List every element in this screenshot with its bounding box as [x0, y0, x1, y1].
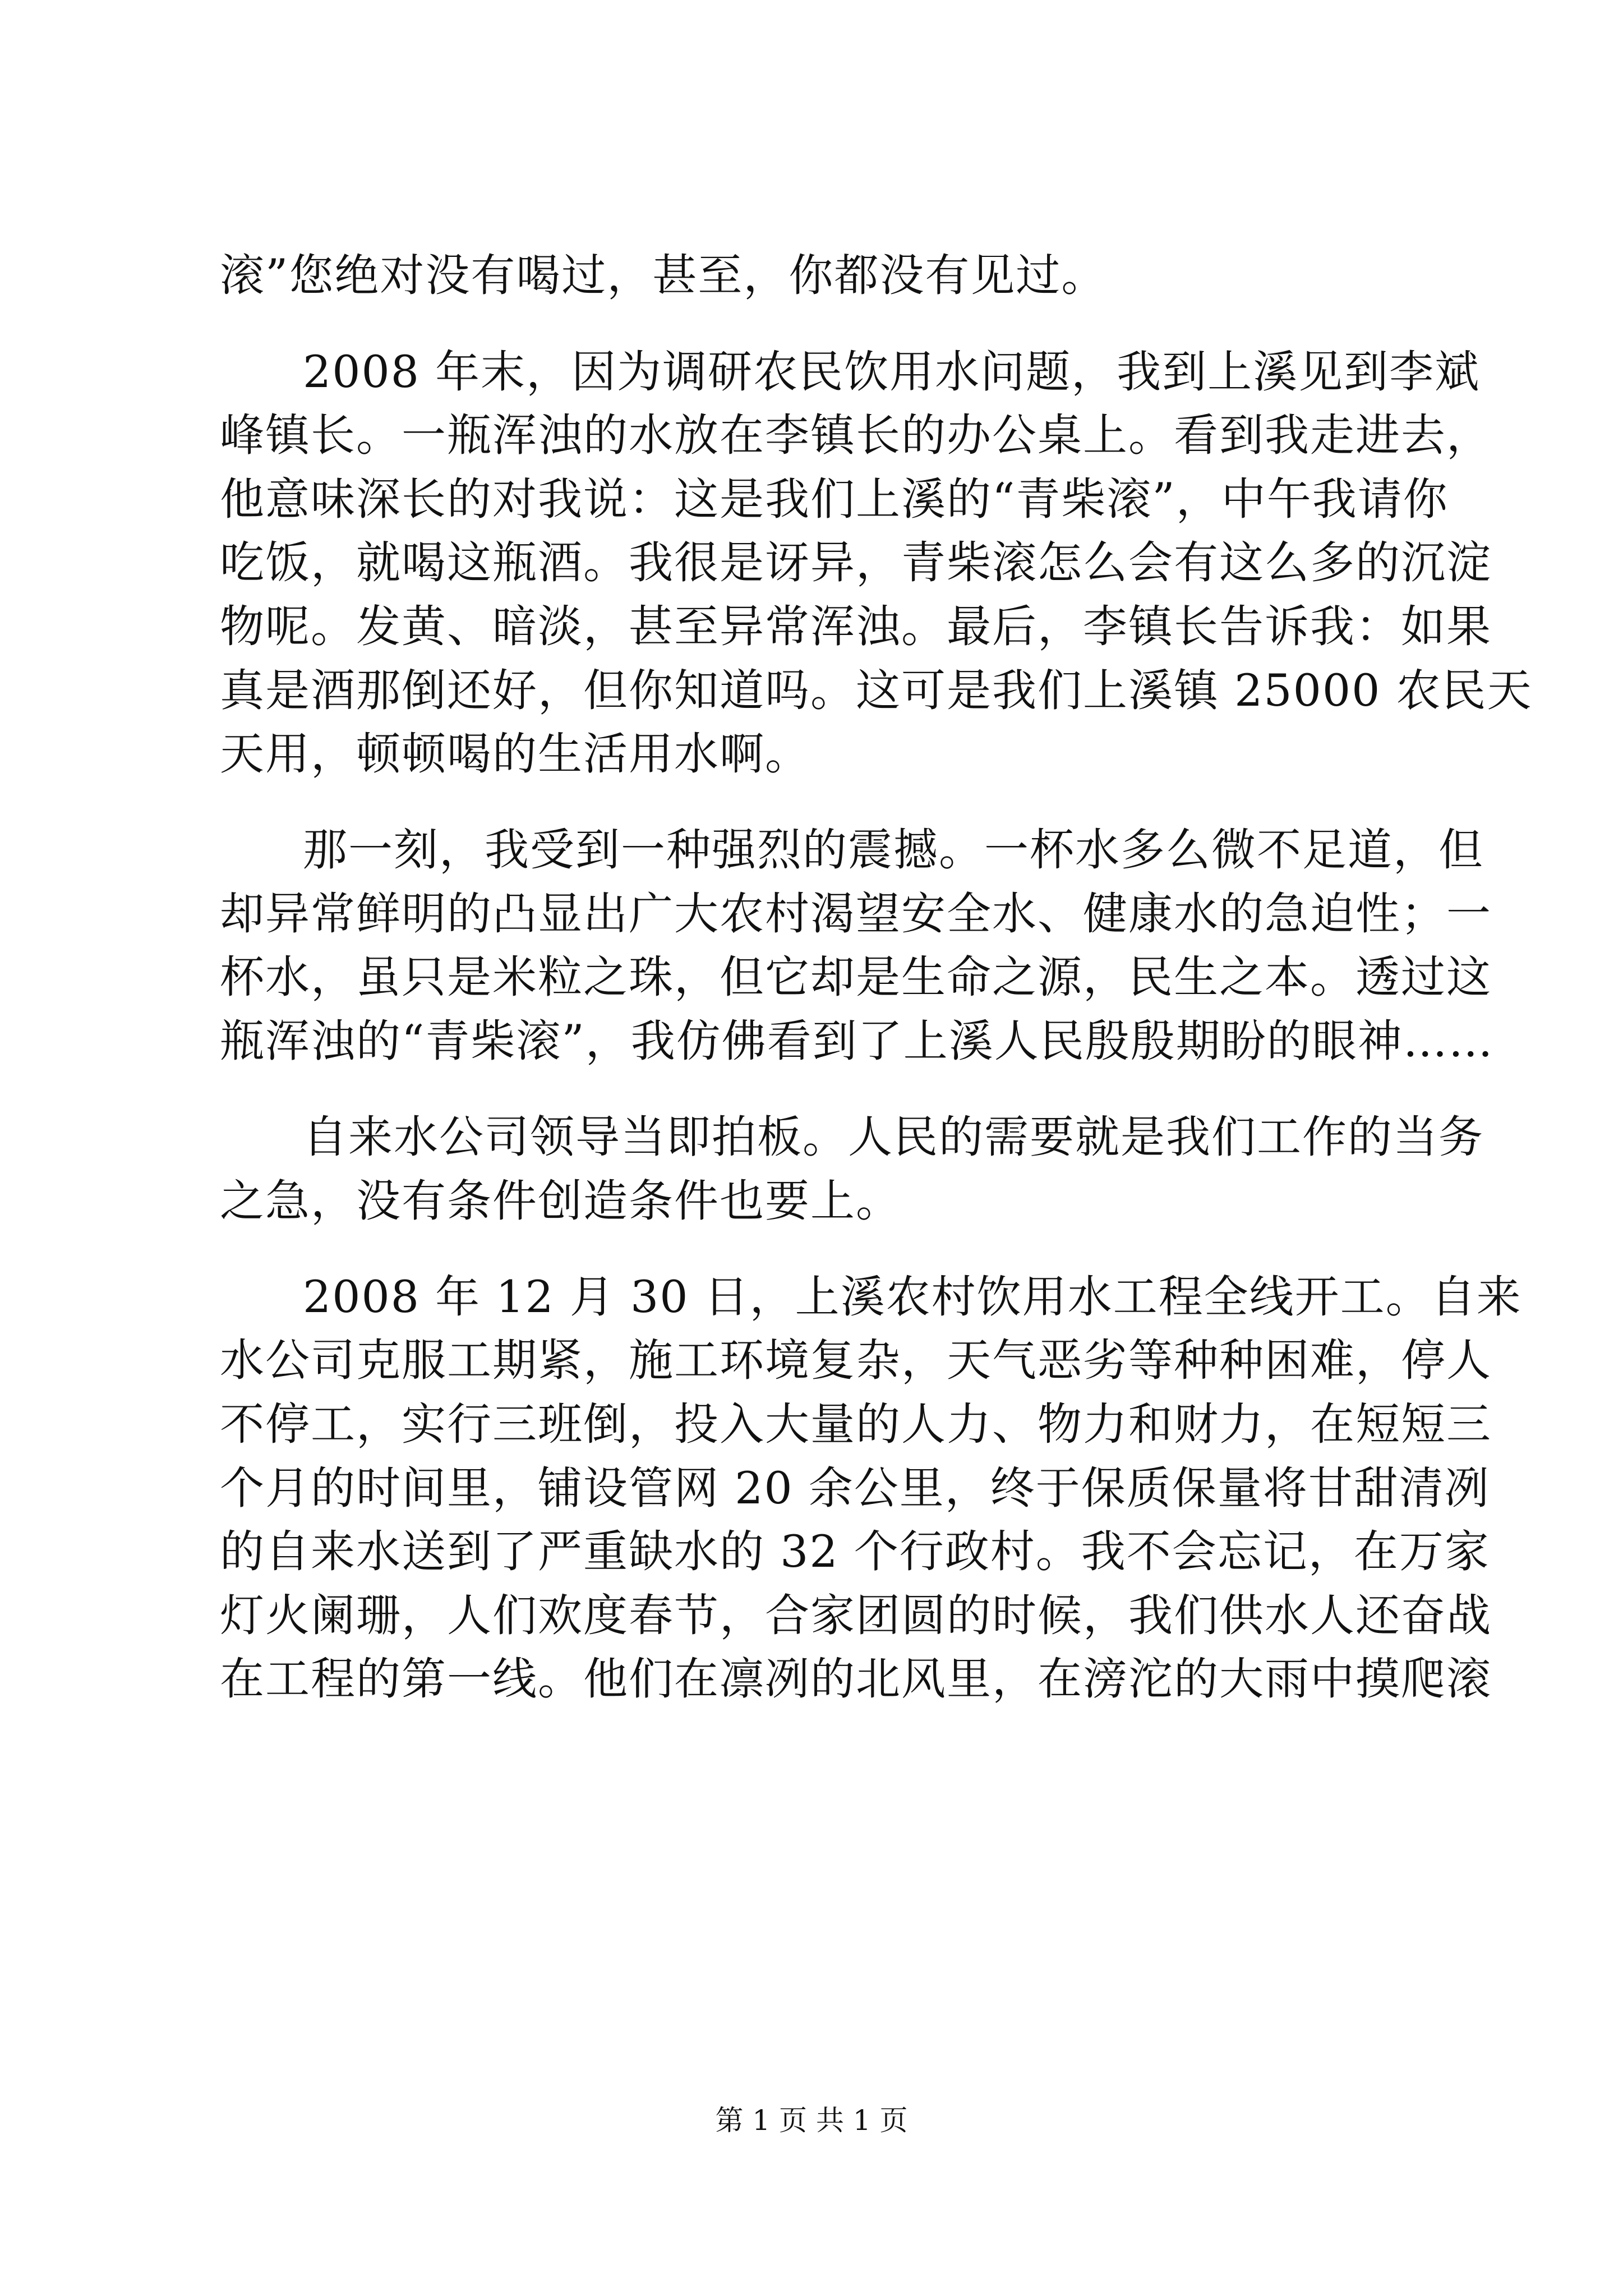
text-line: 的自来水送到了严重缺水的 32 个行政村。我不会忘记，在万家 [220, 1526, 1490, 1577]
text-line: 吃饭，就喝这瓶酒。我很是讶异，青柴滚怎么会有这么多的沉淀 [220, 537, 1492, 588]
text-line: 滚”您绝对没有喝过，甚至，你都没有见过。 [220, 250, 1107, 301]
text-line: 天用，顿顿喝的生活用水啊。 [220, 728, 810, 780]
text-line: 水公司克服工期紧，施工环境复杂，天气恶劣等种种困难，停人 [220, 1335, 1492, 1386]
text-line: 2008 年末，因为调研农民饮用水问题，我到上溪见到李斌 [303, 346, 1481, 398]
text-line: 那一刻，我受到一种强烈的震撼。一杯水多么微不足道，但 [303, 824, 1484, 876]
text-line: 个月的时间里，铺设管网 20 余公里，终于保质保量将甘甜清冽 [220, 1462, 1490, 1514]
text-line: 瓶浑浊的“青柴滚”，我仿佛看到了上溪人民殷殷期盼的眼神…… [220, 1015, 1494, 1067]
text-line: 在工程的第一线。他们在凛冽的北风里，在滂沱的大雨中摸爬滚 [220, 1653, 1492, 1705]
text-line: 自来水公司领导当即拍板。人民的需要就是我们工作的当务 [303, 1111, 1484, 1163]
text-line: 真是酒那倒还好，但你知道吗。这可是我们上溪镇 25000 农民天 [220, 665, 1533, 716]
text-line: 却异常鲜明的凸显出广大农村渴望安全水、健康水的急迫性；一 [220, 888, 1492, 940]
text-line: 之急，没有条件创造条件也要上。 [220, 1175, 901, 1227]
text-line: 他意味深长的对我说：这是我们上溪的“青柴滚”，中午我请你 [220, 473, 1449, 525]
text-line: 不停工，实行三班倒，投入大量的人力、物力和财力，在短短三 [220, 1398, 1492, 1450]
text-line: 物呢。发黄、暗淡，甚至异常浑浊。最后，李镇长告诉我：如果 [220, 601, 1492, 652]
text-line: 杯水，虽只是米粒之珠，但它却是生命之源，民生之本。透过这 [220, 951, 1492, 1003]
text-line: 2008 年 12 月 30 日，上溪农村饮用水工程全线开工。自来 [303, 1271, 1522, 1323]
text-line: 峰镇长。一瓶浑浊的水放在李镇长的办公桌上。看到我走进去， [220, 409, 1492, 461]
text-line: 灯火阑珊，人们欢度春节，合家团圆的时候，我们供水人还奋战 [220, 1590, 1492, 1641]
page-footer: 第 1 页 共 1 页 [715, 2104, 908, 2137]
